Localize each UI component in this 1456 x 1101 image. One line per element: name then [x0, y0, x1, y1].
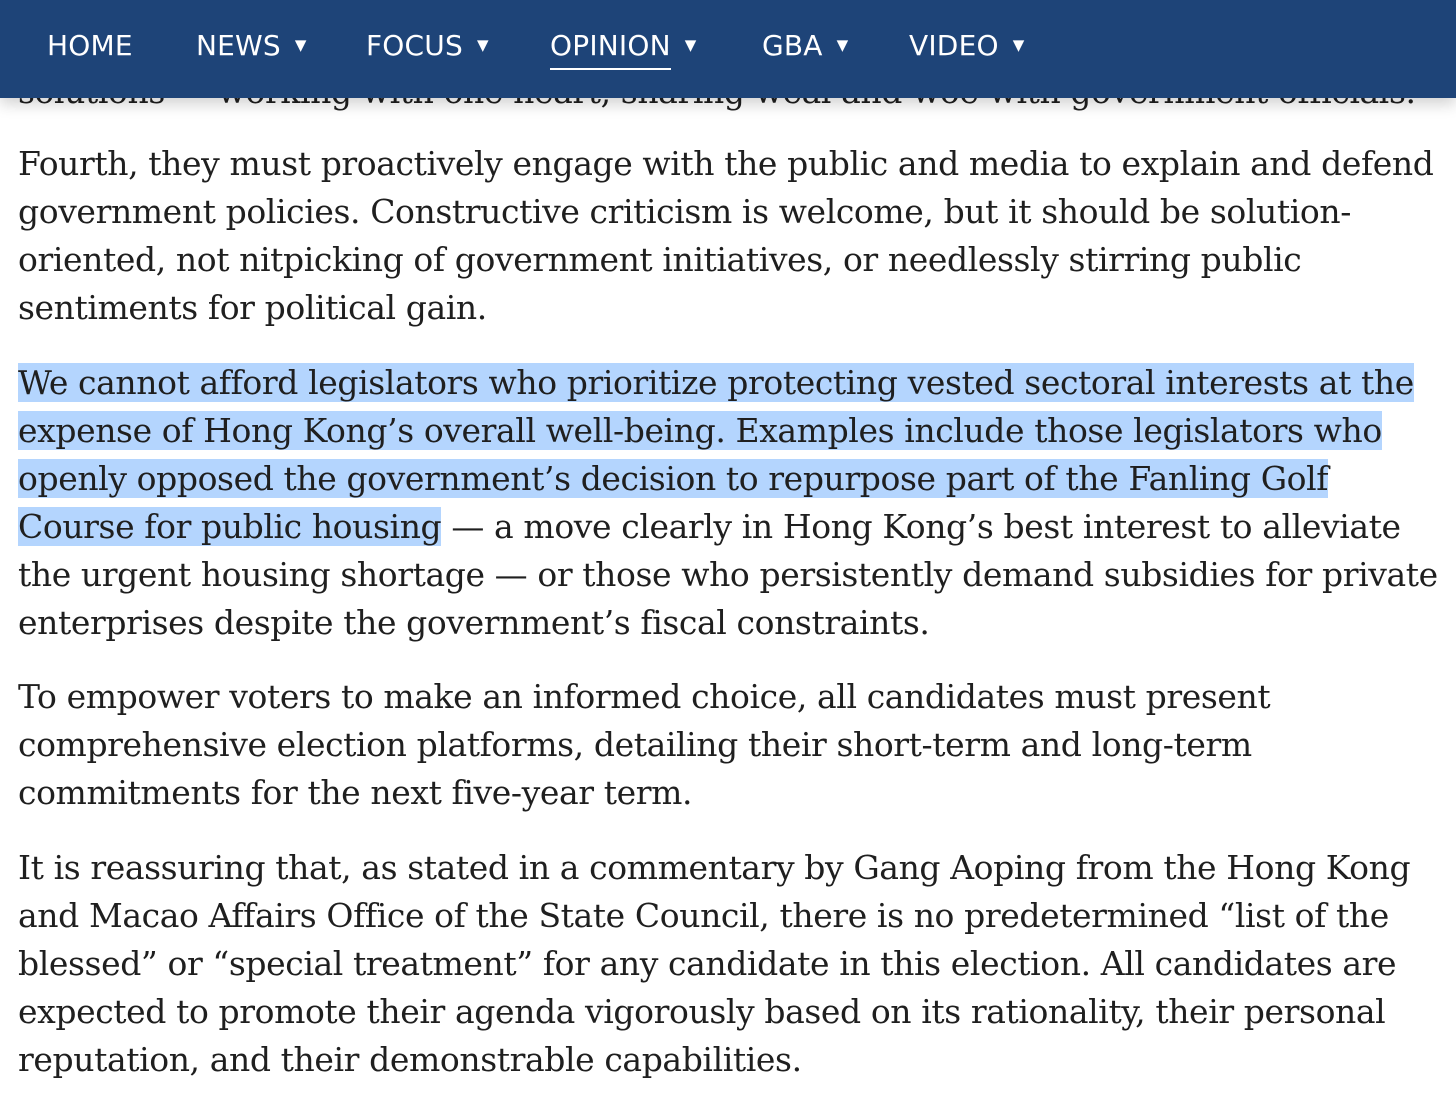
article-paragraph [18, 673, 1438, 817]
chevron-down-icon: ▼ [684, 36, 697, 54]
nav-item-label: FOCUS [366, 29, 463, 62]
chevron-down-icon: ▼ [476, 36, 489, 54]
nav-item-gba[interactable] [762, 24, 848, 74]
selected-text: We cannot afford legislators who prioritize protecting vested sectoral interests at the expense of Hong Kong’s overall well-being. Examples include those legislators who openly opposed the government’s decision to repurpose part of the Fanling Golf Course for public housing [18, 363, 1414, 546]
chevron-down-icon: ▼ [836, 36, 849, 54]
nav-item-label: NEWS [196, 29, 281, 62]
nav-item-focus[interactable] [366, 24, 489, 74]
paragraph-text: It is reassuring that, as stated in a commentary by Gang Aoping from the Hong Kong and Macao Affairs Office of the State Council, there is no predetermined “list of the blessed” or “special treatment” for any candidate in this election. All candidates are expected to promote their agenda vigorously based on its rationality, their personal reputation, and their demonstrable capabilities. [18, 848, 1411, 1079]
paragraph-text: Fourth, they must proactively engage with the public and media to explain and defend government policies. Constructive criticism is welcome, but it should be solution-oriented, not nitpicking of government initiatives, or needlessly stirring public sentiments for political gain. [18, 144, 1434, 327]
paragraph-text: — a move clearly in Hong Kong’s best interest to alleviate the urgent housing shortage — or those who persistently demand subsidies for private enterprises despite the government’s fiscal constraints. [18, 507, 1438, 642]
top-navigation-bar [0, 0, 1456, 98]
nav-item-label: HOME [47, 29, 133, 62]
nav-item-label: VIDEO [909, 29, 999, 62]
nav-item-opinion[interactable] [550, 24, 697, 74]
article-paragraph [18, 140, 1438, 332]
nav-item-label: OPINION [550, 29, 671, 70]
article-paragraph-selected [18, 359, 1438, 647]
article-paragraph [18, 844, 1438, 1084]
paragraph-text: To empower voters to make an informed choice, all candidates must present comprehensive election platforms, detailing their short-term and long-term commitments for the next five-year term. [18, 677, 1271, 812]
nav-item-news[interactable] [196, 24, 307, 74]
chevron-down-icon: ▼ [1012, 36, 1025, 54]
nav-item-home[interactable] [47, 24, 133, 74]
chevron-down-icon: ▼ [294, 36, 307, 54]
nav-item-video[interactable] [909, 24, 1024, 74]
nav-item-label: GBA [762, 29, 823, 62]
